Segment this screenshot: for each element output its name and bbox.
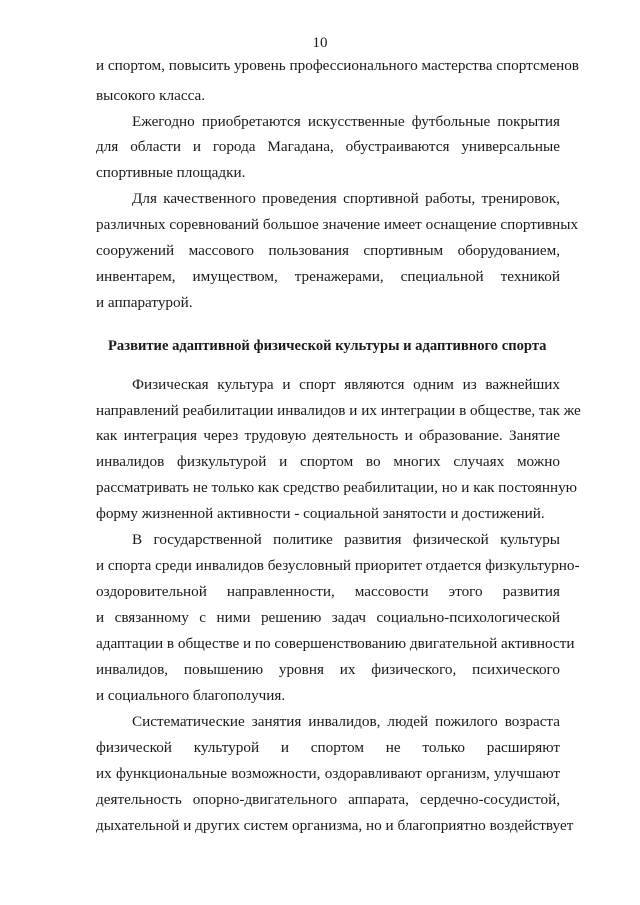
section-heading: Развитие адаптивной физической культуры и адаптивного спорта (108, 338, 547, 354)
text-line: и спортом, повысить уровень профессионального мастерства спортсменов (96, 57, 579, 74)
text-line: как интеграция через трудовую деятельность и образование. Занятие (96, 427, 560, 444)
text-line: их функциональные возможности, оздоравливают организм, улучшают (96, 765, 560, 782)
text-line: для области и города Магадана, обустраиваются универсальные (96, 138, 560, 155)
text-line: деятельность опорно-двигательного аппарата, сердечно-сосудистой, (96, 791, 560, 808)
text-line: физической культурой и спортом не только расширяют (96, 739, 560, 756)
text-line: и спорта среди инвалидов безусловный приоритет отдается физкультурно- (96, 557, 580, 574)
text-line: спортивные площадки. (96, 164, 246, 181)
text-line: инвалидов, повышению уровня их физического, психического (96, 661, 560, 678)
text-line: и аппаратурой. (96, 294, 193, 311)
text-line: оздоровительной направленности, массовости этого развития (96, 583, 560, 600)
text-line: направлений реабилитации инвалидов и их интеграции в обществе, так же (96, 402, 581, 419)
text-line: рассматривать не только как средство реабилитации, но и как постоянную (96, 479, 578, 496)
paragraph-first-line: Систематические занятия инвалидов, людей пожилого возраста (132, 713, 560, 730)
paragraph-first-line: Ежегодно приобретаются искусственные футбольные покрытия (132, 113, 560, 130)
text-line: различных соревнований большое значение имеет оснащение спортивных (96, 216, 579, 233)
text-line: и социального благополучия. (96, 687, 286, 704)
text-line: и связанному с ними решению задач социально-психологической (96, 609, 560, 626)
page-number: 10 (312, 35, 328, 51)
text-line: инвалидов физкультурой и спортом во многих случаях можно (96, 453, 560, 470)
paragraph-first-line: Для качественного проведения спортивной работы, тренировок, (132, 190, 560, 207)
text-line: высокого класса. (96, 87, 206, 104)
text-line: сооружений массового пользования спортивным оборудованием, (96, 242, 560, 259)
text-line: адаптации в обществе и по совершенствованию двигательной активности (96, 635, 575, 652)
paragraph-first-line: Физическая культура и спорт являются одним из важнейших (132, 376, 560, 393)
text-line: форму жизненной активности - социальной занятости и достижений. (96, 505, 545, 522)
paragraph-first-line: В государственной политике развития физической культуры (132, 531, 560, 548)
text-line: инвентарем, имуществом, тренажерами, специальной техникой (96, 268, 560, 285)
text-line: дыхательной и других систем организма, но и благоприятно воздействует (96, 817, 574, 834)
